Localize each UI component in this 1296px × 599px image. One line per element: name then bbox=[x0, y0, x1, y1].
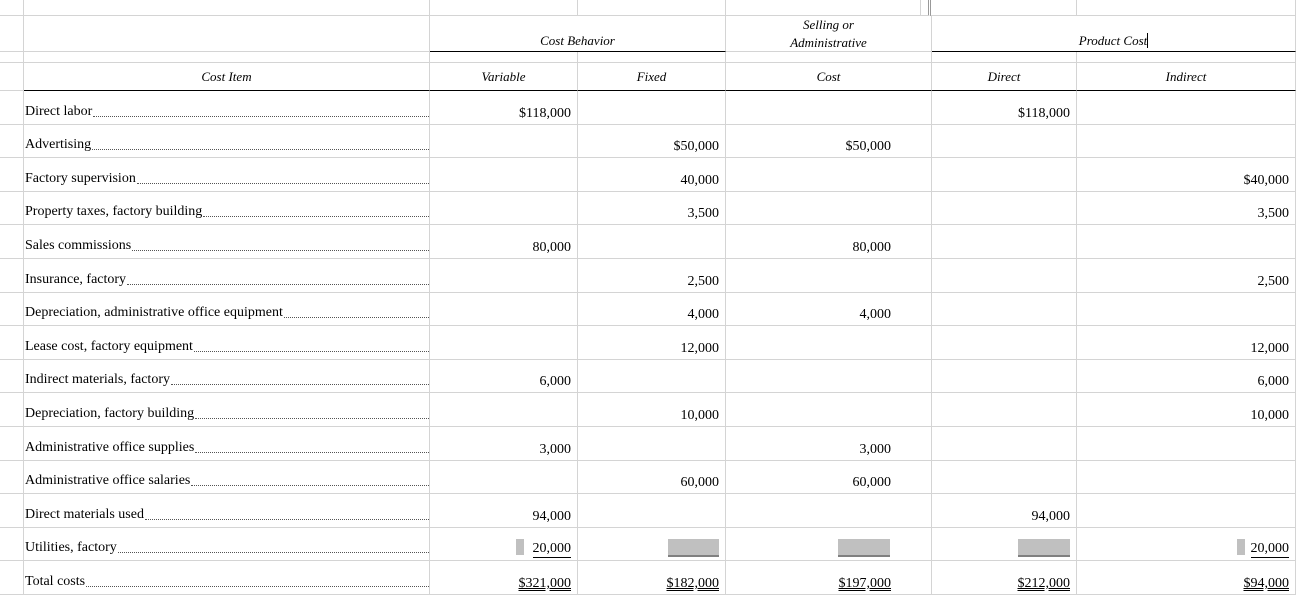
leader-dots bbox=[127, 284, 429, 285]
indirect-cell[interactable] bbox=[1077, 225, 1296, 259]
cell[interactable] bbox=[1077, 0, 1296, 16]
indirect-value: 2,500 bbox=[1257, 274, 1289, 289]
selling-cost-header-cell[interactable] bbox=[726, 63, 932, 91]
direct-value: $212,000 bbox=[1017, 576, 1070, 591]
indirect-cell[interactable] bbox=[1077, 293, 1296, 326]
cost-item-cell[interactable] bbox=[24, 326, 430, 360]
fixed-value: $50,000 bbox=[673, 139, 719, 154]
cost-item-cell[interactable] bbox=[24, 393, 430, 427]
cost-item-header: Cost Item bbox=[201, 69, 252, 84]
input-placeholder-variable[interactable] bbox=[516, 539, 524, 555]
cost-item-label: Factory supervision bbox=[25, 171, 136, 186]
selling-cost-cell[interactable] bbox=[726, 125, 932, 158]
selling-cost-cell[interactable] bbox=[726, 427, 932, 461]
direct-cell[interactable] bbox=[932, 192, 1077, 225]
cell[interactable] bbox=[24, 0, 430, 16]
cost-item-cell[interactable] bbox=[24, 192, 430, 225]
direct-cell[interactable] bbox=[932, 326, 1077, 360]
leader-dots bbox=[284, 317, 429, 318]
selling-cost-cell[interactable] bbox=[726, 528, 932, 561]
cost-behavior-header: Cost Behavior bbox=[540, 33, 615, 48]
selling-cost-cell[interactable] bbox=[726, 494, 932, 528]
selling-cost-value: $197,000 bbox=[838, 576, 891, 591]
cost-item-label: Administrative office supplies bbox=[25, 440, 195, 455]
cost-item-label: Lease cost, factory equipment bbox=[25, 339, 193, 354]
cost-item-cell[interactable] bbox=[24, 259, 430, 293]
variable-value: 6,000 bbox=[539, 374, 571, 389]
cost-behavior-header-cell[interactable] bbox=[430, 16, 726, 52]
variable-cell[interactable] bbox=[430, 91, 578, 125]
indirect-cell[interactable] bbox=[1077, 158, 1296, 192]
row-header[interactable] bbox=[0, 225, 24, 259]
direct-header-cell[interactable] bbox=[932, 63, 1077, 91]
variable-cell[interactable] bbox=[430, 125, 578, 158]
text-cursor bbox=[1147, 33, 1148, 48]
cost-item-cell[interactable] bbox=[24, 91, 430, 125]
fixed-cell[interactable] bbox=[578, 494, 726, 528]
fixed-cell[interactable] bbox=[578, 293, 726, 326]
variable-cell[interactable] bbox=[430, 259, 578, 293]
fixed-header-cell[interactable] bbox=[578, 63, 726, 91]
cost-item-cell[interactable] bbox=[24, 461, 430, 494]
variable-cell[interactable] bbox=[430, 225, 578, 259]
indirect-cell[interactable] bbox=[1077, 360, 1296, 393]
selling-cost-value: 80,000 bbox=[852, 240, 891, 255]
leader-dots bbox=[203, 216, 429, 217]
leader-dots bbox=[118, 552, 429, 553]
variable-cell[interactable] bbox=[430, 326, 578, 360]
selling-cost-cell[interactable] bbox=[726, 91, 932, 125]
row-header[interactable] bbox=[0, 427, 24, 461]
selling-cost-cell[interactable] bbox=[726, 360, 932, 393]
cost-item-label: Utilities, factory bbox=[25, 540, 117, 555]
selling-admin-header-cell[interactable] bbox=[726, 16, 932, 52]
cell[interactable] bbox=[931, 0, 1077, 16]
cost-item-label: Property taxes, factory building bbox=[25, 204, 203, 219]
input-placeholder-fixed[interactable] bbox=[668, 539, 719, 555]
total-costs-label: Total costs bbox=[25, 574, 86, 589]
fixed-value: 10,000 bbox=[680, 408, 719, 423]
cost-item-cell[interactable] bbox=[24, 360, 430, 393]
selling-cost-value: $50,000 bbox=[845, 139, 891, 154]
row-header[interactable] bbox=[0, 16, 24, 52]
variable-value: 20,000 bbox=[532, 541, 571, 556]
variable-cell[interactable] bbox=[430, 192, 578, 225]
cell[interactable] bbox=[430, 0, 578, 16]
fixed-value: 2,500 bbox=[687, 274, 719, 289]
cost-item-cell[interactable] bbox=[24, 158, 430, 192]
indirect-cell[interactable] bbox=[1077, 91, 1296, 125]
indirect-value: 20,000 bbox=[1250, 541, 1289, 556]
cost-item-cell[interactable] bbox=[24, 225, 430, 259]
cost-item-cell[interactable] bbox=[24, 125, 430, 158]
indirect-cell[interactable] bbox=[1077, 326, 1296, 360]
leader-dots bbox=[92, 149, 429, 150]
variable-value: $118,000 bbox=[519, 106, 571, 121]
product-cost-header: Product Cost bbox=[1078, 33, 1148, 48]
row-header[interactable] bbox=[0, 0, 24, 16]
cell[interactable] bbox=[578, 52, 726, 63]
indirect-value: 3,500 bbox=[1257, 206, 1289, 221]
indirect-cell[interactable] bbox=[1077, 393, 1296, 427]
row-header[interactable] bbox=[0, 91, 24, 125]
input-placeholder-indirect[interactable] bbox=[1237, 539, 1245, 555]
indirect-header: Indirect bbox=[1165, 69, 1207, 84]
variable-cell[interactable] bbox=[430, 427, 578, 461]
variable-value: 94,000 bbox=[532, 509, 571, 524]
input-placeholder-selling[interactable] bbox=[838, 539, 890, 555]
cost-item-label: Administrative office salaries bbox=[25, 473, 191, 488]
row-header[interactable] bbox=[0, 125, 24, 158]
cell[interactable] bbox=[726, 0, 921, 16]
variable-cell[interactable] bbox=[430, 393, 578, 427]
direct-cell[interactable] bbox=[932, 259, 1077, 293]
indirect-cell[interactable] bbox=[1077, 561, 1296, 595]
leader-dots bbox=[137, 183, 429, 184]
row-header[interactable] bbox=[0, 158, 24, 192]
cost-item-label: Advertising bbox=[25, 137, 92, 152]
fixed-header: Fixed bbox=[636, 69, 667, 84]
variable-cell[interactable] bbox=[430, 528, 578, 561]
indirect-value: $94,000 bbox=[1243, 576, 1289, 591]
leader-dots bbox=[86, 586, 429, 587]
fixed-value: 4,000 bbox=[687, 307, 719, 322]
cost-item-label: Depreciation, factory building bbox=[25, 406, 195, 421]
selling-cost-cell[interactable] bbox=[726, 259, 932, 293]
cost-item-header-cell[interactable] bbox=[24, 63, 430, 91]
indirect-cell[interactable] bbox=[1077, 125, 1296, 158]
fixed-cell[interactable] bbox=[578, 461, 726, 494]
selling-cost-cell[interactable] bbox=[726, 225, 932, 259]
variable-cell[interactable] bbox=[430, 158, 578, 192]
fixed-cell[interactable] bbox=[578, 192, 726, 225]
fixed-cell[interactable] bbox=[578, 561, 726, 595]
leader-dots bbox=[195, 418, 429, 419]
direct-value: 94,000 bbox=[1031, 509, 1070, 524]
variable-value: $321,000 bbox=[518, 576, 571, 591]
row-header[interactable] bbox=[0, 293, 24, 326]
fixed-cell[interactable] bbox=[578, 427, 726, 461]
indirect-cell[interactable] bbox=[1077, 427, 1296, 461]
leader-dots bbox=[93, 116, 429, 117]
direct-cell[interactable] bbox=[932, 91, 1077, 125]
indirect-value: 10,000 bbox=[1250, 408, 1289, 423]
direct-cell[interactable] bbox=[932, 293, 1077, 326]
product-cost-header-cell[interactable] bbox=[932, 16, 1296, 52]
input-placeholder-direct[interactable] bbox=[1018, 539, 1070, 555]
cost-item-label: Depreciation, administrative office equipment bbox=[25, 305, 283, 320]
cost-item-label: Direct labor bbox=[25, 104, 93, 119]
cell[interactable] bbox=[1077, 52, 1296, 63]
row-header[interactable] bbox=[0, 461, 24, 494]
input-underline-selling bbox=[838, 555, 890, 557]
direct-cell[interactable] bbox=[932, 461, 1077, 494]
fixed-cell[interactable] bbox=[578, 91, 726, 125]
cell[interactable] bbox=[578, 0, 726, 16]
selling-cost-cell[interactable] bbox=[726, 192, 932, 225]
indirect-value: 12,000 bbox=[1250, 341, 1289, 356]
selling-cost-header: Cost bbox=[816, 69, 841, 84]
variable-header: Variable bbox=[481, 69, 526, 84]
row-header[interactable] bbox=[0, 326, 24, 360]
fixed-cell[interactable] bbox=[578, 393, 726, 427]
variable-header-cell[interactable] bbox=[430, 63, 578, 91]
variable-cell[interactable] bbox=[430, 461, 578, 494]
cost-item-label: Indirect materials, factory bbox=[25, 372, 170, 387]
indirect-cell[interactable] bbox=[1077, 494, 1296, 528]
row-header[interactable] bbox=[0, 63, 24, 91]
cost-item-cell[interactable] bbox=[24, 293, 430, 326]
direct-cell[interactable] bbox=[932, 393, 1077, 427]
row-header[interactable] bbox=[0, 259, 24, 293]
fixed-value: 40,000 bbox=[680, 173, 719, 188]
selling-cost-cell[interactable] bbox=[726, 461, 932, 494]
direct-cell[interactable] bbox=[932, 158, 1077, 192]
row-header[interactable] bbox=[0, 561, 24, 595]
leader-dots bbox=[191, 485, 429, 486]
indirect-cell[interactable] bbox=[1077, 528, 1296, 561]
indirect-value: $40,000 bbox=[1243, 173, 1289, 188]
selling-cost-cell[interactable] bbox=[726, 293, 932, 326]
direct-cell[interactable] bbox=[932, 494, 1077, 528]
selling-header-line2: Administrative bbox=[790, 35, 867, 50]
selling-cost-value: 3,000 bbox=[859, 442, 891, 457]
row-header[interactable] bbox=[0, 360, 24, 393]
selling-cost-value: 60,000 bbox=[852, 475, 891, 490]
cost-item-label: Direct materials used bbox=[25, 507, 144, 522]
leader-dots bbox=[145, 519, 429, 520]
cost-item-cell[interactable] bbox=[24, 528, 430, 561]
direct-value: $118,000 bbox=[1018, 106, 1070, 121]
variable-cell[interactable] bbox=[430, 561, 578, 595]
direct-cell[interactable] bbox=[932, 561, 1077, 595]
cost-item-cell[interactable] bbox=[24, 494, 430, 528]
variable-cell[interactable] bbox=[430, 494, 578, 528]
cell[interactable] bbox=[24, 16, 430, 52]
input-underline-fixed bbox=[668, 555, 719, 557]
fixed-cell[interactable] bbox=[578, 125, 726, 158]
indirect-cell[interactable] bbox=[1077, 461, 1296, 494]
fixed-cell[interactable] bbox=[578, 158, 726, 192]
cost-item-cell[interactable] bbox=[24, 427, 430, 461]
selling-cost-cell[interactable] bbox=[726, 561, 932, 595]
selling-cost-cell[interactable] bbox=[726, 326, 932, 360]
selling-header-line1: Selling or bbox=[803, 17, 854, 32]
indirect-header-cell[interactable] bbox=[1077, 63, 1296, 91]
direct-cell[interactable] bbox=[932, 427, 1077, 461]
direct-cell[interactable] bbox=[932, 360, 1077, 393]
variable-value: 3,000 bbox=[539, 442, 571, 457]
row-header[interactable] bbox=[0, 528, 24, 561]
total-costs-label-cell[interactable] bbox=[24, 561, 430, 595]
direct-cell[interactable] bbox=[932, 225, 1077, 259]
fixed-value: 3,500 bbox=[687, 206, 719, 221]
direct-header: Direct bbox=[987, 69, 1021, 84]
leader-dots bbox=[171, 384, 429, 385]
cell[interactable] bbox=[932, 52, 1077, 63]
fixed-value: 12,000 bbox=[680, 341, 719, 356]
variable-cell[interactable] bbox=[430, 293, 578, 326]
indirect-value: 6,000 bbox=[1257, 374, 1289, 389]
cost-item-label: Insurance, factory bbox=[25, 272, 127, 287]
fixed-cell[interactable] bbox=[578, 225, 726, 259]
row-header[interactable] bbox=[0, 192, 24, 225]
fixed-value: $182,000 bbox=[666, 576, 719, 591]
leader-dots bbox=[195, 452, 429, 453]
cost-item-label: Sales commissions bbox=[25, 238, 132, 253]
variable-cell[interactable] bbox=[430, 360, 578, 393]
selling-cost-value: 4,000 bbox=[859, 307, 891, 322]
cell[interactable] bbox=[430, 52, 578, 63]
leader-dots bbox=[132, 250, 429, 251]
frozen-pane-divider[interactable] bbox=[921, 0, 931, 16]
leader-dots bbox=[194, 351, 429, 352]
cell[interactable] bbox=[726, 52, 932, 63]
selling-cost-cell[interactable] bbox=[726, 158, 932, 192]
fixed-value: 60,000 bbox=[680, 475, 719, 490]
fixed-cell[interactable] bbox=[578, 360, 726, 393]
cell[interactable] bbox=[24, 52, 430, 63]
indirect-cell[interactable] bbox=[1077, 259, 1296, 293]
direct-cell[interactable] bbox=[932, 125, 1077, 158]
fixed-cell[interactable] bbox=[578, 259, 726, 293]
row-header[interactable] bbox=[0, 393, 24, 427]
row-header[interactable] bbox=[0, 494, 24, 528]
indirect-cell[interactable] bbox=[1077, 192, 1296, 225]
variable-value: 80,000 bbox=[532, 240, 571, 255]
input-underline-direct bbox=[1018, 555, 1070, 557]
fixed-cell[interactable] bbox=[578, 326, 726, 360]
selling-cost-cell[interactable] bbox=[726, 393, 932, 427]
row-header[interactable] bbox=[0, 52, 24, 63]
